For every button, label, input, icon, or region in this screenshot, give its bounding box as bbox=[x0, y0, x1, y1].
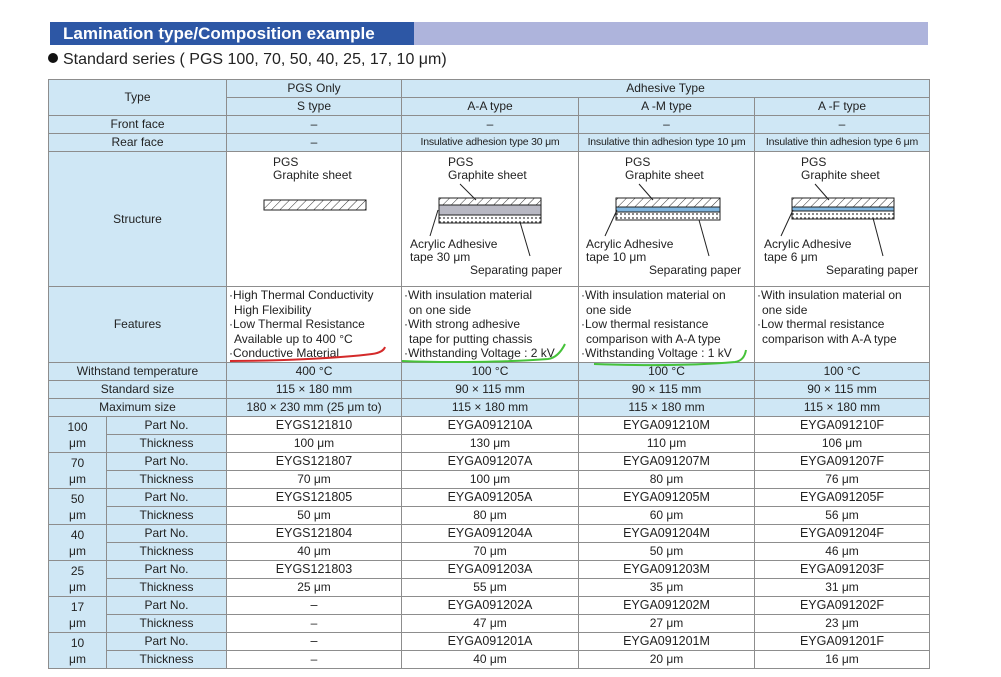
graphite-label: Graphite sheet bbox=[625, 168, 704, 182]
group-number: 25 bbox=[70, 563, 85, 578]
acrylic-label: Acrylic Adhesive bbox=[410, 237, 498, 251]
tape-label: tape 6 μm bbox=[764, 250, 818, 264]
features-am bbox=[579, 287, 755, 363]
type-am: A -M type bbox=[579, 98, 755, 116]
part-number: – bbox=[227, 633, 402, 651]
graphite-label: Graphite sheet bbox=[448, 168, 527, 182]
part-number: EYGA091202M bbox=[579, 597, 755, 615]
part-number: EYGS121810 bbox=[227, 417, 402, 435]
features-af bbox=[755, 287, 930, 363]
thickness-value: 70 μm bbox=[402, 543, 579, 561]
thickness-value: 25 μm bbox=[227, 579, 402, 597]
group-unit: μm bbox=[69, 471, 86, 486]
thickness-value: 76 μm bbox=[755, 471, 930, 489]
thickness-value: 16 μm bbox=[755, 651, 930, 669]
thickness-row bbox=[49, 651, 930, 669]
thickness-value: 31 μm bbox=[755, 579, 930, 597]
type-s: S type bbox=[227, 98, 402, 116]
part-row bbox=[49, 453, 930, 471]
group-number: 10 bbox=[70, 635, 85, 650]
part-no-label: Part No. bbox=[107, 561, 227, 579]
part-number: EYGA091205F bbox=[755, 489, 930, 507]
thickness-group bbox=[49, 633, 107, 669]
thickness-group bbox=[49, 597, 107, 633]
feature-line: comparison with A-A type bbox=[586, 331, 721, 346]
thickness-row bbox=[49, 615, 930, 633]
part-number: EYGA091203M bbox=[579, 561, 755, 579]
series-subtitle-text: Standard series ( PGS 100, 70, 50, 40, 25, 17, 10 μm) bbox=[63, 51, 447, 68]
part-number: EYGA091205M bbox=[579, 489, 755, 507]
part-number: EYGA091204M bbox=[579, 525, 755, 543]
group-number: 100 bbox=[67, 419, 88, 434]
thickness-value: 20 μm bbox=[579, 651, 755, 669]
thickness-label: Thickness bbox=[107, 651, 227, 669]
thickness-label: Thickness bbox=[107, 471, 227, 489]
withstand-af: 100 °C bbox=[755, 363, 930, 381]
standard-size-aa: 90 × 115 mm bbox=[402, 381, 579, 399]
pgs-sheet-diagram bbox=[227, 152, 402, 286]
thickness-group bbox=[49, 525, 107, 561]
feature-line: ·High Thermal Conductivity bbox=[229, 288, 374, 302]
front-face-af: – bbox=[755, 116, 930, 134]
thickness-value: 100 μm bbox=[227, 435, 402, 453]
part-row bbox=[49, 597, 930, 615]
group-unit: μm bbox=[69, 435, 86, 450]
feature-line: comparison with A-A type bbox=[762, 331, 897, 346]
section-header-bar bbox=[50, 22, 928, 45]
part-no-label: Part No. bbox=[107, 597, 227, 615]
thickness-value: 46 μm bbox=[755, 543, 930, 561]
thickness-label: Thickness bbox=[107, 507, 227, 525]
part-number: EYGS121803 bbox=[227, 561, 402, 579]
part-number: EYGS121807 bbox=[227, 453, 402, 471]
separating-label: Separating paper bbox=[649, 263, 742, 277]
maximum-size-aa: 115 × 180 mm bbox=[402, 399, 579, 417]
feature-line: ·Withstanding Voltage : 1 kV bbox=[581, 346, 732, 360]
thickness-value: 56 μm bbox=[755, 507, 930, 525]
type-af: A -F type bbox=[755, 98, 930, 116]
feature-line: ·Conductive Material bbox=[229, 346, 340, 360]
part-number: EYGA091204F bbox=[755, 525, 930, 543]
feature-line: High Flexibility bbox=[234, 302, 312, 317]
thickness-value: 50 μm bbox=[579, 543, 755, 561]
thickness-label: Thickness bbox=[107, 543, 227, 561]
standard-size-row bbox=[49, 381, 930, 399]
thickness-row bbox=[49, 435, 930, 453]
structure-s bbox=[227, 152, 402, 287]
thickness-value: 130 μm bbox=[402, 435, 579, 453]
feature-line: one side bbox=[586, 302, 632, 317]
feature-line: ·With insulation material on bbox=[757, 288, 902, 302]
feature-line: ·Withstanding Voltage : 2 kV bbox=[404, 346, 555, 360]
separating-label: Separating paper bbox=[470, 263, 563, 277]
bullet-icon bbox=[48, 53, 58, 63]
part-number: EYGS121805 bbox=[227, 489, 402, 507]
thickness-value: – bbox=[227, 651, 402, 669]
part-number: – bbox=[227, 597, 402, 615]
part-row bbox=[49, 489, 930, 507]
part-no-label: Part No. bbox=[107, 453, 227, 471]
thickness-group bbox=[49, 417, 107, 453]
thickness-label: Thickness bbox=[107, 615, 227, 633]
part-number: EYGA091205A bbox=[402, 489, 579, 507]
front-face-label: Front face bbox=[49, 116, 227, 134]
type-header: Type bbox=[49, 80, 227, 116]
feature-line: ·With insulation material bbox=[404, 288, 533, 302]
thickness-value: 106 μm bbox=[755, 435, 930, 453]
front-face-row bbox=[49, 116, 930, 134]
maximum-size-am: 115 × 180 mm bbox=[579, 399, 755, 417]
thickness-row bbox=[49, 507, 930, 525]
features-aa bbox=[402, 287, 579, 363]
rear-face-af: Insulative thin adhesion type 6 μm bbox=[755, 134, 930, 152]
part-no-label: Part No. bbox=[107, 417, 227, 435]
graphite-label: Graphite sheet bbox=[801, 168, 880, 182]
thickness-group bbox=[49, 561, 107, 597]
structure-am bbox=[579, 152, 755, 287]
structure-af bbox=[755, 152, 930, 287]
maximum-size-row bbox=[49, 399, 930, 417]
part-row bbox=[49, 633, 930, 651]
thickness-value: – bbox=[227, 615, 402, 633]
thickness-value: 60 μm bbox=[579, 507, 755, 525]
rear-face-row bbox=[49, 134, 930, 152]
part-number: EYGA091207F bbox=[755, 453, 930, 471]
group-number: 70 bbox=[70, 455, 85, 470]
thickness-label: Thickness bbox=[107, 435, 227, 453]
part-number: EYGA091207M bbox=[579, 453, 755, 471]
acrylic-label: Acrylic Adhesive bbox=[586, 237, 674, 251]
maximum-size-label: Maximum size bbox=[49, 399, 227, 417]
features-label: Features bbox=[49, 287, 227, 363]
group-pgs-only: PGS Only bbox=[227, 80, 402, 98]
thickness-value: 100 μm bbox=[402, 471, 579, 489]
structure-label: Structure bbox=[49, 152, 227, 287]
part-number: EYGA091203F bbox=[755, 561, 930, 579]
lamination-table bbox=[48, 79, 930, 669]
standard-size-s: 115 × 180 mm bbox=[227, 381, 402, 399]
structure-row bbox=[49, 152, 930, 287]
group-unit: μm bbox=[69, 615, 86, 630]
feature-line: one side bbox=[762, 302, 808, 317]
part-number: EYGA091201A bbox=[402, 633, 579, 651]
pgs-label: PGS bbox=[625, 155, 651, 169]
part-number: EYGA091210A bbox=[402, 417, 579, 435]
withstand-row bbox=[49, 363, 930, 381]
group-adhesive: Adhesive Type bbox=[402, 80, 930, 98]
part-number: EYGA091210F bbox=[755, 417, 930, 435]
part-no-label: Part No. bbox=[107, 489, 227, 507]
thickness-value: 27 μm bbox=[579, 615, 755, 633]
standard-size-label: Standard size bbox=[49, 381, 227, 399]
thickness-value: 23 μm bbox=[755, 615, 930, 633]
rear-face-am: Insulative thin adhesion type 10 μm bbox=[579, 134, 755, 152]
rear-face-aa: Insulative adhesion type 30 μm bbox=[402, 134, 579, 152]
thickness-value: 40 μm bbox=[227, 543, 402, 561]
part-row bbox=[49, 561, 930, 579]
thickness-value: 40 μm bbox=[402, 651, 579, 669]
group-unit: μm bbox=[69, 543, 86, 558]
group-unit: μm bbox=[69, 579, 86, 594]
feature-line: tape for putting chassis bbox=[409, 331, 533, 346]
feature-line: ·Low Thermal Resistance bbox=[229, 317, 365, 331]
thickness-group bbox=[49, 453, 107, 489]
withstand-s: 400 °C bbox=[227, 363, 402, 381]
features-s bbox=[227, 287, 402, 363]
front-face-am: – bbox=[579, 116, 755, 134]
structure-aa bbox=[402, 152, 579, 287]
thickness-value: 55 μm bbox=[402, 579, 579, 597]
thickness-value: 47 μm bbox=[402, 615, 579, 633]
thickness-value: 80 μm bbox=[579, 471, 755, 489]
front-face-s: – bbox=[227, 116, 402, 134]
group-number: 40 bbox=[70, 527, 85, 542]
feature-line: ·Low thermal resistance bbox=[581, 317, 709, 331]
acrylic-label: Acrylic Adhesive bbox=[764, 237, 852, 251]
features-row bbox=[49, 287, 930, 363]
series-subtitle bbox=[48, 51, 447, 69]
withstand-label: Withstand temperature bbox=[49, 363, 227, 381]
thickness-value: 50 μm bbox=[227, 507, 402, 525]
part-number: EYGA091202F bbox=[755, 597, 930, 615]
feature-line: ·With insulation material on bbox=[581, 288, 726, 302]
part-no-label: Part No. bbox=[107, 633, 227, 651]
thickness-value: 80 μm bbox=[402, 507, 579, 525]
part-number: EYGS121804 bbox=[227, 525, 402, 543]
part-number: EYGA091201M bbox=[579, 633, 755, 651]
part-number: EYGA091207A bbox=[402, 453, 579, 471]
thickness-label: Thickness bbox=[107, 579, 227, 597]
part-number: EYGA091203A bbox=[402, 561, 579, 579]
thickness-row bbox=[49, 543, 930, 561]
withstand-am: 100 °C bbox=[579, 363, 755, 381]
part-row bbox=[49, 525, 930, 543]
feature-line: Available up to 400 °C bbox=[234, 331, 353, 346]
thickness-value: 35 μm bbox=[579, 579, 755, 597]
part-number: EYGA091210M bbox=[579, 417, 755, 435]
thickness-value: 110 μm bbox=[579, 435, 755, 453]
thickness-row bbox=[49, 579, 930, 597]
part-number: EYGA091202A bbox=[402, 597, 579, 615]
group-number: 17 bbox=[70, 599, 85, 614]
thickness-row bbox=[49, 471, 930, 489]
part-number: EYGA091201F bbox=[755, 633, 930, 651]
standard-size-af: 90 × 115 mm bbox=[755, 381, 930, 399]
pgs-label: PGS bbox=[273, 155, 299, 169]
feature-line: ·Low thermal resistance bbox=[757, 317, 885, 331]
thickness-group bbox=[49, 489, 107, 525]
tape-label: tape 30 μm bbox=[410, 250, 471, 264]
type-aa: A-A type bbox=[402, 98, 579, 116]
part-row bbox=[49, 417, 930, 435]
group-unit: μm bbox=[69, 507, 86, 522]
group-unit: μm bbox=[69, 651, 86, 666]
tape-label: tape 10 μm bbox=[586, 250, 647, 264]
pgs-label: PGS bbox=[801, 155, 827, 169]
separating-label: Separating paper bbox=[826, 263, 919, 277]
thickness-value: 70 μm bbox=[227, 471, 402, 489]
part-number: EYGA091204A bbox=[402, 525, 579, 543]
withstand-aa: 100 °C bbox=[402, 363, 579, 381]
graphite-label: Graphite sheet bbox=[273, 168, 352, 182]
pgs-label: PGS bbox=[448, 155, 474, 169]
rear-face-label: Rear face bbox=[49, 134, 227, 152]
rear-face-s: – bbox=[227, 134, 402, 152]
group-number: 50 bbox=[70, 491, 85, 506]
standard-size-am: 90 × 115 mm bbox=[579, 381, 755, 399]
feature-line: on one side bbox=[409, 302, 472, 317]
header-row-1 bbox=[49, 80, 930, 98]
maximum-size-af: 115 × 180 mm bbox=[755, 399, 930, 417]
maximum-size-s: 180 × 230 mm (25 μm to) bbox=[227, 399, 402, 417]
feature-line: ·With strong adhesive bbox=[404, 317, 521, 331]
front-face-aa: – bbox=[402, 116, 579, 134]
section-title: Lamination type/Composition example bbox=[50, 22, 414, 45]
part-no-label: Part No. bbox=[107, 525, 227, 543]
